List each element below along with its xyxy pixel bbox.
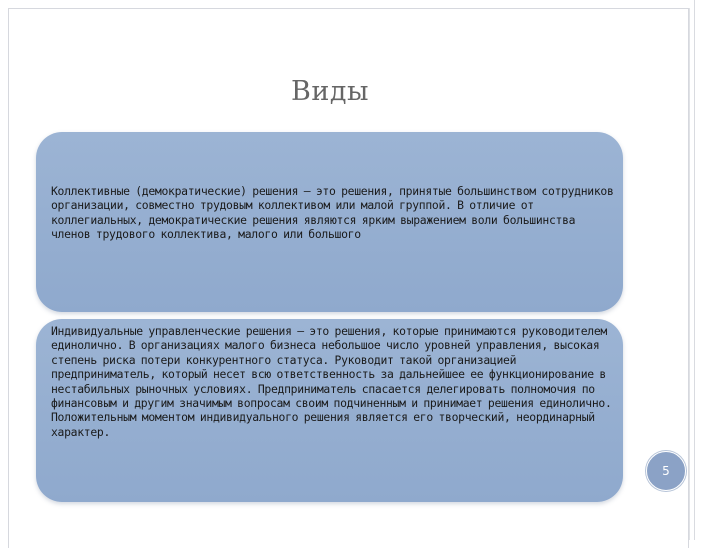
page-number-badge: 5 [646, 451, 686, 491]
collective-decisions-card [36, 132, 623, 312]
slide-edge-line [694, 0, 695, 540]
slide-border-line [689, 8, 690, 540]
individual-decisions-card [36, 319, 623, 502]
slide-title: Виды [291, 76, 369, 107]
collective-decisions-text: Коллективные (демократические) решения — это решения, принятые большинством сотрудников организации, совместно трудовым коллективом или малой группой. В отличие от коллегиальных, демократические решения являются ярким выражением воли большинства членов трудового коллектива, малого или большого [51, 184, 614, 242]
individual-decisions-text: Индивидуальные управленческие решения — это решения, которые принимаются руководителем единолично. В организациях малого бизнеса небольшое число уровней управления, высокая степень риска потери конкурентного статуса. Руководит такой организацией предприниматель, который несет всю ответственность за дальнейшее ее функционирование в нестабильных рыночных условиях. Предприниматель спасается делегировать полномочия по финансовым и другим значимым вопросам своим подчиненным и принимает решения единолично. Положительным моментом индивидуального решения является его творческий, неординарный характер. [51, 324, 612, 439]
